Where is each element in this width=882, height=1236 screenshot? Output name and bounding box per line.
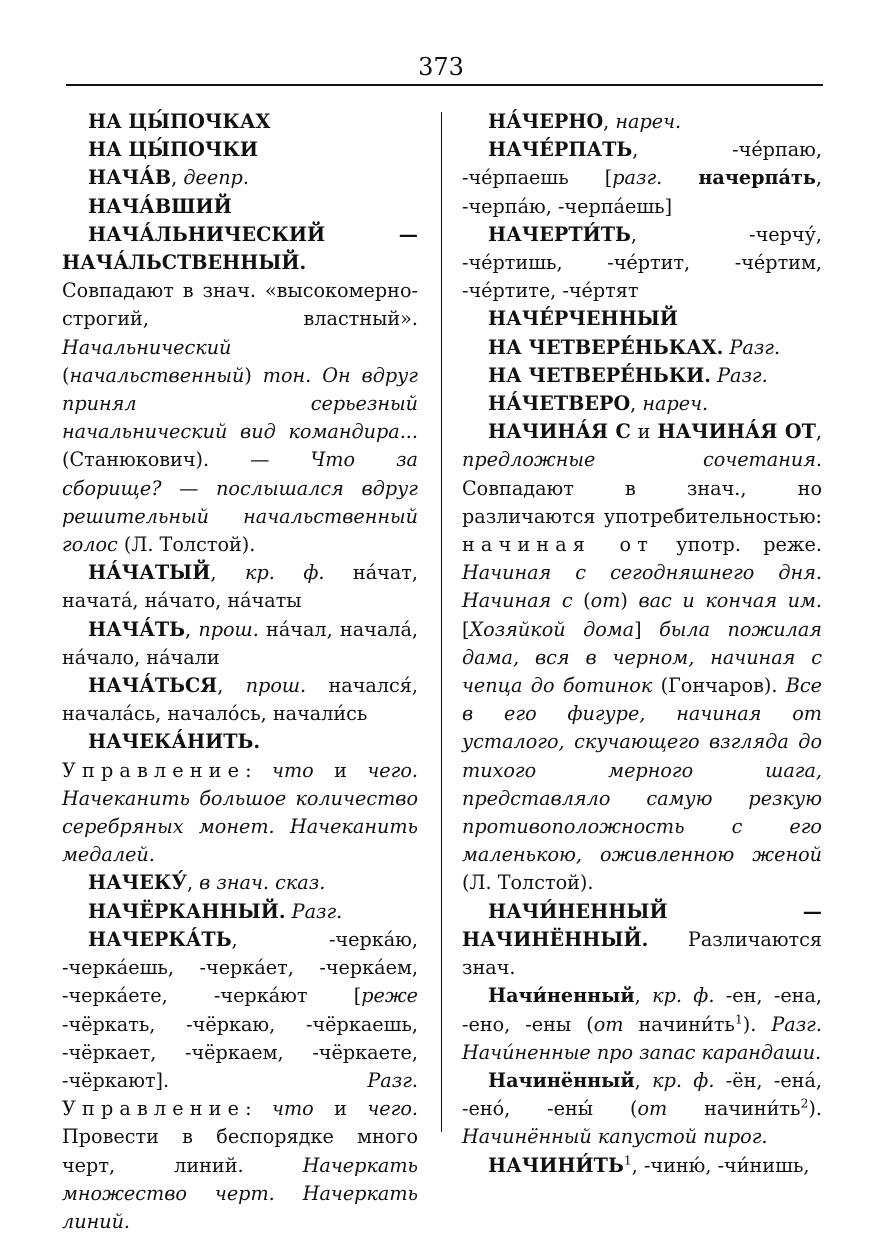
entry-text: , — [603, 110, 616, 133]
headword: НАЧЕ́РЧЕННЫЙ — [488, 307, 678, 331]
entry-text: на́чат, начата́, на́чато, на́чаты — [62, 561, 418, 613]
entry-text: , — [815, 420, 822, 444]
entry-text: , — [185, 617, 199, 641]
left-column — [62, 108, 418, 1236]
dictionary-entry — [462, 418, 822, 897]
entry-text: что — [272, 758, 314, 782]
dictionary-entry — [62, 869, 418, 897]
headword: НА́ЧАТЫЙ — [88, 561, 211, 585]
entry-text: , -чиню́, -чи́нишь, — [631, 1153, 810, 1177]
entry-text: Разг. — [291, 899, 343, 923]
entry-text: 1 — [734, 1011, 743, 1027]
dictionary-entry — [462, 334, 822, 362]
entry-text: деепр. — [183, 166, 249, 190]
entry-text: Управление — [62, 1097, 246, 1121]
entry-text: Разг. — [367, 1068, 418, 1092]
dictionary-entry — [62, 136, 418, 164]
entry-text: разг. — [612, 166, 663, 190]
dictionary-entry — [62, 616, 418, 672]
entry-text: : — [245, 758, 273, 782]
entry-text: Начиная с сегодняшнего дня. Начиная с — [462, 561, 822, 613]
entry-text: ) — [620, 589, 639, 613]
entry-text: Совпадают в знач., но различаются употребительностью: — [462, 476, 822, 528]
entry-text: , — [210, 561, 245, 585]
headword: НАЧЕРКА́ТЬ — [88, 927, 232, 951]
dictionary-entry — [62, 926, 418, 1236]
headword: НАЧИНА́Я С — [488, 420, 631, 444]
entry-text: -чёркать, -чёркаю, -чёркаешь, -чёркает, -чёркаем, -чёркаете, -чёркают]. — [62, 1012, 418, 1092]
entry-text: -ён, -ена́, -ено́, -ены́ ( — [462, 1068, 823, 1121]
page-number: 373 — [418, 53, 464, 81]
entry-text: Различаются знач. — [462, 927, 822, 980]
entry-text: чего. Начеканить большое количество серебряных монет. Начеканить медалей. — [62, 758, 418, 867]
entry-text: ] — [634, 617, 660, 641]
entry-text: 1 — [623, 1152, 632, 1168]
headword: НАЧА́ТЬСЯ — [88, 674, 218, 698]
entry-text: , — [634, 1068, 653, 1092]
dictionary-entry — [462, 305, 822, 333]
entry-text: Провести в беспорядке много черт, линий. — [62, 1125, 418, 1177]
entry-text: предложные сочетания. — [462, 448, 822, 472]
entry-text: (Л. Толстой). — [117, 533, 256, 557]
entry-text: Совпадают в знач. «высокомерно-строгий, властный». — [62, 279, 418, 331]
headword: НАЧИ́НЕННЫЙ — НАЧИНЁННЫЙ. — [462, 899, 822, 951]
entry-text: Хозяйкой дома — [469, 617, 635, 641]
headword: НАЧА́ВШИЙ — [88, 194, 232, 218]
dictionary-entry — [62, 728, 418, 869]
headword: НАЧЕКУ́ — [88, 871, 187, 895]
entry-text: на́чал, начала́, на́чало, на́чали — [62, 617, 419, 669]
headword: НА ЧЕТВЕРЕ́НЬКИ. — [488, 363, 711, 387]
entry-text: 2 — [800, 1095, 809, 1111]
entry-text: ) — [244, 363, 263, 387]
entry-text: от — [593, 1012, 624, 1036]
headword: НАЧЕ́РПАТЬ — [488, 138, 633, 162]
headword: НАЧЕКА́НИТЬ. — [88, 730, 261, 754]
entry-text: употр. реже. — [653, 533, 822, 557]
dictionary-entry — [462, 390, 822, 418]
header-rule — [66, 84, 823, 86]
headword: НА ЦЫ́ПОЧКАХ — [88, 110, 271, 133]
entry-text: нареч. — [642, 392, 709, 416]
headword: НА́ЧЕРНО — [488, 110, 604, 133]
headword: НА ЦЫ́ПОЧКИ — [88, 138, 258, 162]
dictionary-entry — [462, 898, 822, 983]
headword: НАЧЕРТИ́ТЬ — [488, 222, 631, 246]
entry-text: Начинённый капустой пирог. — [462, 1125, 768, 1149]
entry-text: кр. ф. — [652, 1068, 715, 1092]
entry-text: что — [272, 1097, 314, 1121]
entry-text: чего. — [367, 1097, 418, 1121]
right-column — [462, 108, 822, 1180]
entry-text: Управление — [62, 758, 246, 782]
headword: начерпа́ть — [698, 166, 816, 190]
dictionary-entry — [462, 1152, 822, 1180]
entry-text: , -че́рпаю, -че́рпаешь [ — [462, 138, 822, 190]
headword: НАЧЁРКАННЫЙ. — [88, 899, 286, 923]
entry-text: прош. — [245, 674, 307, 698]
entry-text: начиная от — [462, 533, 654, 557]
entry-text: от — [590, 589, 621, 613]
entry-text: от — [637, 1097, 668, 1121]
headword: НАЧА́В — [88, 166, 172, 190]
entry-text: ( — [572, 589, 591, 613]
entry-text: в знач. сказ. — [199, 871, 326, 895]
entry-text: -ен, -ена, -ено, -ены ( — [462, 984, 823, 1036]
entry-text: вас и кончая им. — [638, 589, 822, 613]
entry-text: прош. — [198, 617, 259, 641]
dictionary-entry — [462, 362, 822, 390]
entry-text — [662, 166, 698, 189]
headword: НАЧА́ТЬ — [88, 617, 186, 641]
entry-text: (Станюкович). — — [62, 448, 311, 472]
entry-text: Разг. — [717, 363, 768, 387]
dictionary-entry — [62, 164, 418, 192]
entry-text: ( — [62, 363, 70, 387]
headword: НА́ЧЕТВЕРО — [488, 392, 631, 416]
headword: НАЧА́ЛЬНИЧЕСКИЙ — НАЧА́ЛЬСТВЕННЫЙ. — [62, 222, 418, 275]
entry-text: и — [313, 758, 368, 782]
entry-text: , -черчу́, -че́ртишь, -че́ртит, -че́ртим, -че́ртите, -че́ртят — [462, 222, 822, 303]
headword: НАЧИНА́Я ОТ — [657, 420, 816, 444]
entry-text: : — [245, 1097, 273, 1121]
entry-text: начался́, начала́сь, начало́сь, начали́сь — [62, 674, 419, 726]
entry-text: ). — [742, 1012, 772, 1036]
entry-text: (Гончаров). — [652, 674, 786, 698]
headword: Начинённый — [488, 1068, 635, 1092]
entry-text: , — [217, 674, 246, 698]
dictionary-entry — [62, 672, 418, 728]
entry-text: [ — [462, 617, 470, 641]
dictionary-entry — [462, 1067, 822, 1152]
entry-text: начальственный — [69, 363, 245, 387]
entry-text: была пожилая дама, вся в черном, начиная с чепца до ботинок — [462, 617, 822, 698]
dictionary-entry — [62, 221, 418, 559]
dictionary-entry — [462, 982, 822, 1067]
entry-text: , — [186, 871, 200, 895]
headword: НАЧИНИ́ТЬ — [488, 1153, 624, 1177]
column-divider — [441, 112, 442, 1132]
entry-text: , -черка́ю, -черка́ешь, -черка́ет, -черка́ем, -черка́ете, -черка́ют [ — [62, 927, 418, 1008]
entry-text: , — [630, 392, 643, 416]
entry-text: кр. ф. — [244, 561, 325, 585]
entry-text: Что за сборище? — послышался вдруг решительный начальственный голос — [62, 448, 418, 557]
dictionary-entry — [62, 193, 418, 221]
entry-text: начини́ть — [623, 1012, 735, 1036]
entry-text: кр. ф. — [652, 984, 715, 1008]
dictionary-entry — [62, 898, 418, 926]
entry-text: тон. Он вдруг принял серьезный начальнический вид командира... — [62, 363, 418, 444]
dictionary-entry — [462, 136, 822, 221]
entry-text: Начеркать множество черт. Начеркать линий. — [62, 1153, 418, 1233]
entry-text: , — [171, 166, 184, 190]
entry-text: , — [634, 984, 653, 1008]
entry-text: , -черпа́ю, -черпа́ешь] — [462, 166, 822, 218]
dictionary-entry — [462, 108, 822, 136]
entry-text: нареч. — [615, 110, 682, 133]
headword: Начи́ненный — [488, 984, 635, 1008]
entry-text: Разг. — [729, 335, 781, 359]
entry-text: (Л. Толстой). — [462, 871, 594, 895]
entry-text: начини́ть — [667, 1097, 801, 1121]
entry-text: и — [630, 420, 658, 444]
dictionary-entry — [62, 559, 418, 615]
dictionary-entry — [462, 221, 822, 306]
entry-text: ). — [808, 1097, 822, 1121]
dictionary-entry — [62, 108, 418, 136]
entry-text: Начальнический — [62, 335, 232, 359]
entry-text: и — [313, 1097, 368, 1121]
headword: НА ЧЕТВЕРЕ́НЬКАХ. — [488, 335, 724, 359]
entry-text: реже — [361, 984, 418, 1008]
entry-text: Разг. Начи́ненные про запас карандаши. — [462, 1012, 822, 1064]
entry-text: Все в его фигуре, начиная от усталого, скучающего взгляда до тихого мерного шага, представляло самую резкую противоположность с его маленькою, оживленною женой — [462, 674, 822, 867]
